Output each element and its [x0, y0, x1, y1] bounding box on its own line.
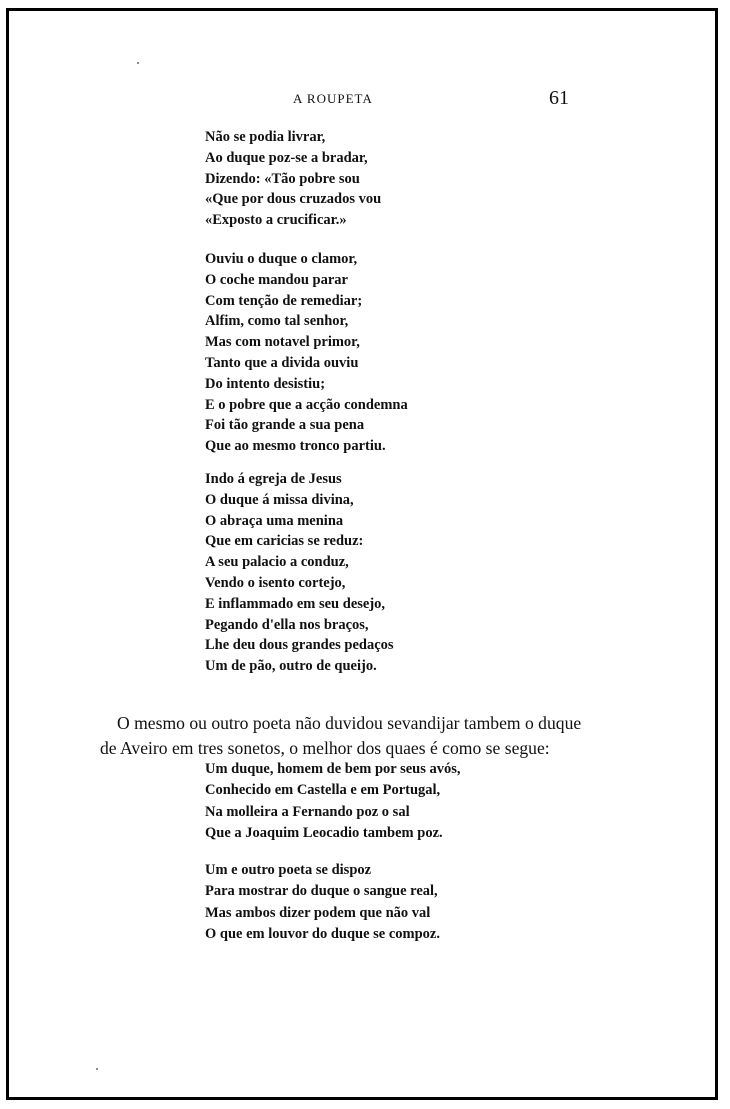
verse-line: Na molleira a Fernando poz o sal: [205, 803, 410, 820]
verse-line: Para mostrar do duque o sangue real,: [205, 883, 438, 900]
verse-line: Que ao mesmo tronco partiu.: [205, 438, 386, 455]
verse-line: Tanto que a divida ouviu: [205, 354, 359, 371]
verse-line: Ouviu o duque o clamor,: [205, 251, 358, 267]
verse-line: Que a Joaquim Leocadio tambem poz.: [205, 824, 443, 841]
verse-line: Mas ambos dizer podem que não val: [205, 904, 431, 921]
verse-line: Mas com notavel primor,: [205, 334, 360, 351]
poem-stanza-3: [205, 469, 394, 677]
verse-line: Lhe deu dous grandes pedaços: [205, 637, 394, 654]
verse-line: Não se podia livrar,: [205, 129, 326, 145]
verse-line: E inflammado em seu desejo,: [205, 595, 386, 612]
running-head: [0, 87, 730, 111]
prose-paragraph: [100, 711, 582, 761]
verse-line: Indo á egreja de Jesus: [205, 471, 342, 487]
verse-line: «Que por dous cruzados vou: [205, 191, 382, 208]
verse-line: Um duque, homem de bem por seus avós,: [205, 761, 461, 777]
paper-speck: [96, 1068, 98, 1070]
sonnet-quatrain-1: [205, 759, 461, 844]
prose-line: O mesmo ou outro poeta não duvidou sevandijar tambem o duque: [117, 712, 582, 733]
verse-line: Dizendo: «Tão pobre sou: [205, 170, 360, 187]
verse-line: Alfim, como tal senhor,: [205, 313, 349, 330]
sonnet-quatrain-2: [205, 860, 440, 945]
poem-stanza-2: [205, 249, 408, 457]
verse-line: Um e outro poeta se dispoz: [205, 862, 372, 878]
verse-line: Pegando d'ella nos braços,: [205, 616, 369, 633]
verse-line: O que em louvor do duque se compoz.: [205, 925, 440, 942]
verse-line: O abraça uma menina: [205, 512, 344, 529]
verse-line: A seu palacio a conduz,: [205, 554, 349, 571]
running-title: A ROUPETA: [293, 91, 373, 106]
verse-line: Foi tão grande a sua pena: [205, 417, 365, 434]
verse-line: Vendo o isento cortejo,: [205, 574, 346, 591]
verse-line: Um de pão, outro de queijo.: [205, 658, 377, 675]
verse-line: O duque á missa divina,: [205, 491, 354, 508]
verse-line: Conhecido em Castella e em Portugal,: [205, 782, 441, 799]
verse-line: Do intento desistiu;: [205, 375, 326, 392]
verse-line: Que em caricias se reduz:: [205, 533, 364, 550]
verse-line: E o pobre que a acção condemna: [205, 396, 408, 413]
verse-line: Ao duque poz-se a bradar,: [205, 149, 368, 166]
paper-speck: [137, 62, 139, 64]
page-number: 61: [549, 87, 569, 109]
verse-line: O coche mandou parar: [205, 271, 348, 288]
prose-line: de Aveiro em tres sonetos, o melhor dos quaes é como se segue:: [100, 737, 550, 758]
verse-line: Com tenção de remediar;: [205, 292, 363, 309]
verse-line: «Exposto a crucificar.»: [205, 212, 347, 229]
poem-stanza-1: [205, 127, 381, 231]
